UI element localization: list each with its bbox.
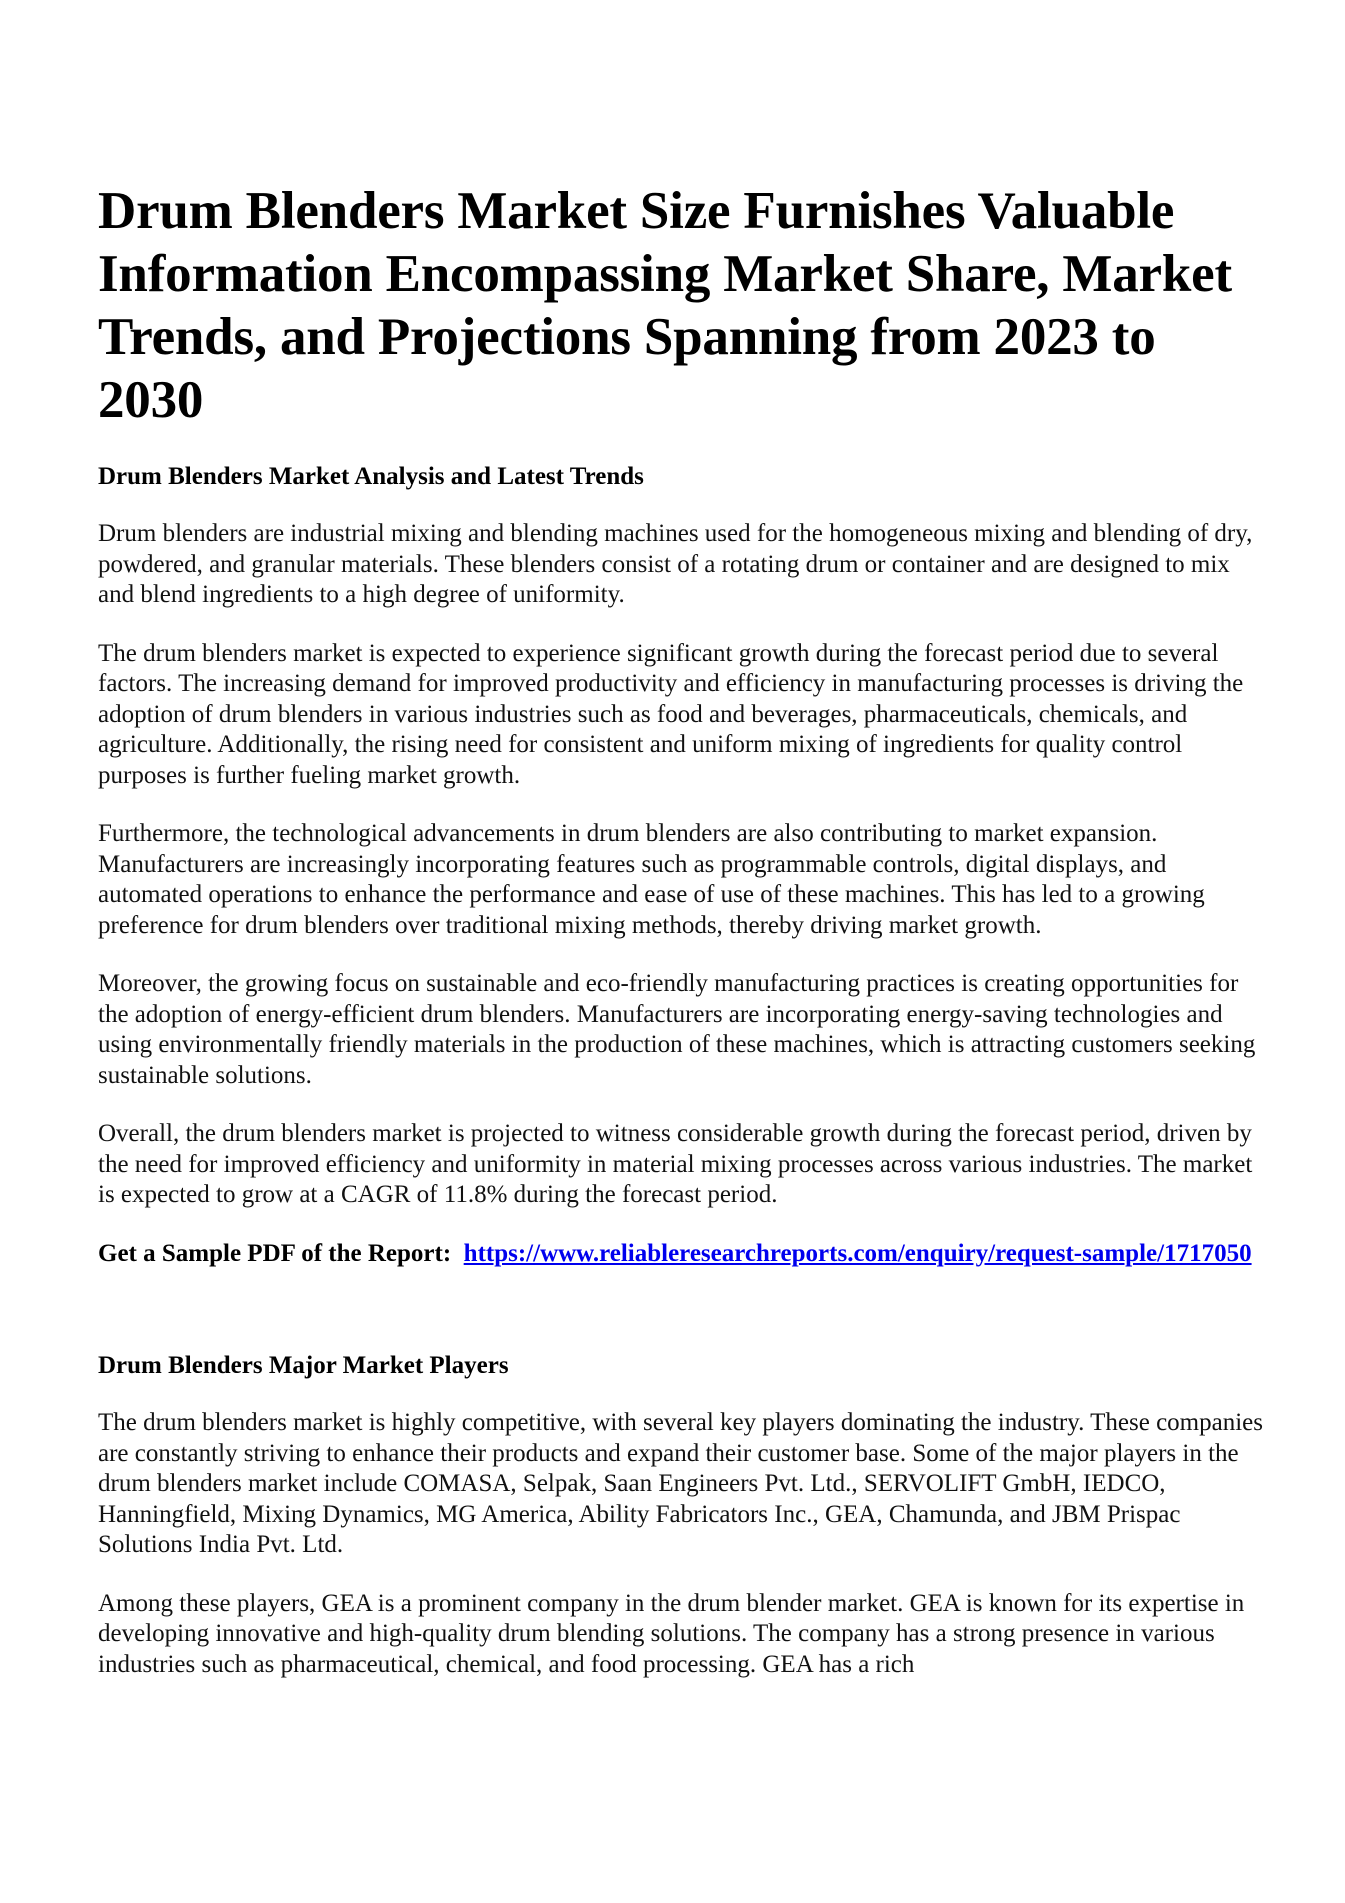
paragraph: Among these players, GEA is a prominent company in the drum blender market. GEA is known for its expertise in developing innovative and high-quality drum blending solutions. The company has a strong presence in various industries such as pharmaceutical, chemical, and food processing. GEA has a rich (98, 1589, 1245, 1678)
sample-pdf-link[interactable]: https://www.reliableresearchreports.com/enquiry/request-sample/1717050 (463, 1239, 1252, 1267)
document-page (98, 180, 1268, 1708)
section-major-players (98, 1351, 1268, 1680)
section-market-analysis (98, 462, 1268, 1269)
paragraph: The drum blenders market is expected to experience significant growth during the forecast period due to several factors. The increasing demand for improved productivity and efficiency in manufacturing processes is driving the adoption of drum blenders in various industries such as food and beverages, pharmaceuticals, chemicals, and agriculture. Additionally, the rising need for consistent and uniform mixing of ingredients for quality control purposes is further fueling market growth. (98, 639, 1244, 789)
paragraph: Overall, the drum blenders market is projected to witness considerable growth during the forecast period, driven by the need for improved efficiency and uniformity in material mixing processes across various industries. The market is expected to grow at a CAGR of 11.8% during the forecast period. (98, 1120, 1253, 1208)
paragraph: Furthermore, the technological advancements in drum blenders are also contributing to market expansion. Manufacturers are increasingly incorporating features such as programmable controls, digital displays, and automated operations to enhance the performance and ease of use of these machines. This has led to a growing preference for drum blenders over traditional mixing methods, thereby driving market growth. (98, 820, 1205, 939)
sample-pdf-line (98, 1239, 1268, 1270)
section-heading: Drum Blenders Market Analysis and Latest Trends (98, 463, 644, 490)
paragraph: Moreover, the growing focus on sustainable and eco-friendly manufacturing practices is creating opportunities for the adoption of energy-efficient drum blenders. Manufacturers are incorporating energy-saving technologies and using environmentally friendly materials in the production of these machines, which is attracting customers seeking sustainable solutions. (98, 970, 1256, 1089)
document-title: Drum Blenders Market Size Furnishes Valuable Information Encompassing Market Share, Market Trends, and Projections Spanning from 2023 to 2030 (98, 182, 1232, 429)
paragraph: The drum blenders market is highly competitive, with several key players dominating the industry. These companies are constantly striving to enhance their products and expand their customer base. Some of the major players in the drum blenders market include COMASA, Selpak, Saan Engineers Pvt. Ltd., SERVOLIFT GmbH, IEDCO, Hanningfield, Mixing Dynamics, MG America, Ability Fabricators Inc., GEA, Chamunda, and JBM Prispac Solutions India Pvt. Ltd. (98, 1409, 1263, 1558)
sample-pdf-label: Get a Sample PDF of the Report: (98, 1239, 452, 1267)
section-spacer (98, 1297, 1268, 1351)
paragraph: Drum blenders are industrial mixing and blending machines used for the homogeneous mixing and blending of dry, powdered, and granular materials. These blenders consist of a rotating drum or container and are designed to mix and blend ingredients to a high degree of uniformity. (98, 520, 1253, 608)
section-heading: Drum Blenders Major Market Players (98, 1352, 509, 1379)
